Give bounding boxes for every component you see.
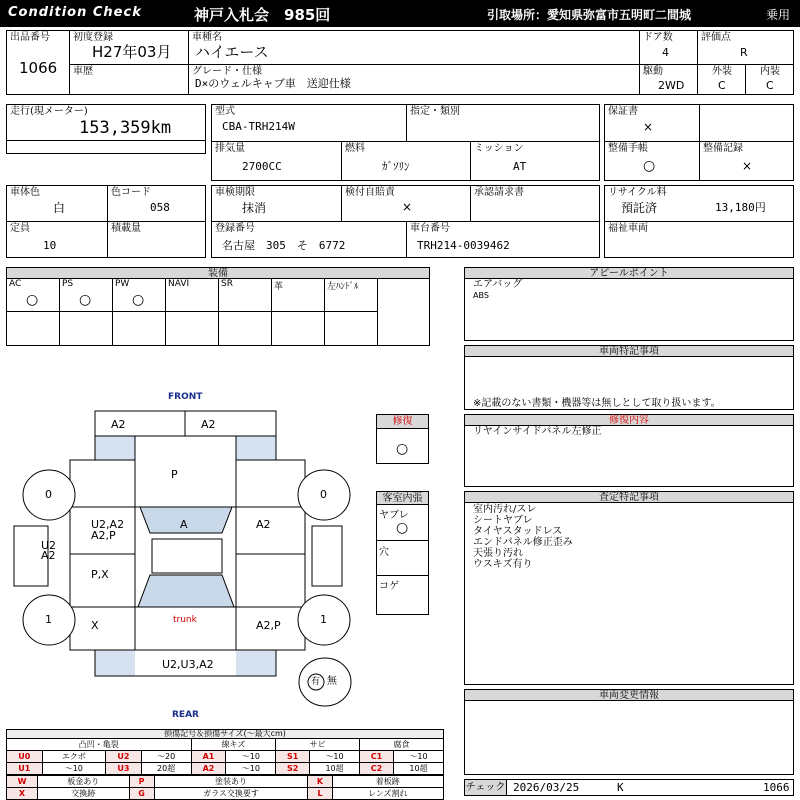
maintenance-record-label: 整備記録 [703, 143, 743, 154]
equipment-empty-cell [272, 312, 325, 345]
repair-content-text: リヤインサイドパネル左修正 [473, 426, 602, 437]
repair-value: ○ [396, 441, 409, 457]
change-info-title: 車両変更情報 [465, 690, 793, 701]
legend-cell: ～10 [226, 763, 276, 775]
equipment-item [7, 279, 60, 312]
maintenance-manual: ○ [643, 158, 656, 174]
repair-title: 修復 [377, 415, 428, 429]
car-diagram-lines [0, 380, 376, 725]
equipment-label: AC [9, 279, 22, 289]
check-label: チェック [465, 782, 506, 793]
legend-cell: ～10 [226, 751, 276, 763]
recycle-label: リサイクル料 [608, 187, 667, 198]
maintenance-manual-cell [604, 141, 700, 181]
damage-front-right: A2 [201, 418, 216, 431]
assessment-title: 査定特記事項 [465, 492, 793, 503]
legend-cell: L [308, 788, 332, 800]
score-label: 評価点 [701, 32, 731, 43]
legend-cell: 塗装あり [154, 776, 308, 788]
equipment-empty-cell [60, 312, 113, 345]
maintenance-record: × [742, 159, 753, 173]
appeal-panel [464, 267, 794, 341]
mileage-label: 走行(現メーター) [10, 106, 88, 117]
vehicle-name-cell [188, 30, 640, 65]
model-label: 型式 [215, 106, 235, 117]
equipment-label: PW [115, 279, 130, 289]
damage-quarter-rear-right: A2,P [256, 619, 281, 632]
appeal-title: アピールポイント [465, 268, 793, 279]
insurance-cell [341, 185, 471, 222]
warranty-cell [604, 104, 794, 142]
equipment-value: ○ [26, 292, 39, 308]
exterior-grade: C [718, 79, 726, 92]
inspection-cell [211, 185, 342, 222]
repair-content-title: 修復内容 [465, 415, 793, 426]
check-date: 2026/03/25 [513, 781, 580, 794]
lot-number-label: 出品番号 [10, 32, 50, 43]
doors-label: ドア数 [643, 32, 673, 43]
legend-cell: S1 [276, 751, 310, 763]
first-registration: H27年03月 [92, 43, 172, 61]
mission-label: ミッション [474, 143, 524, 154]
tire-front-right: 0 [320, 488, 327, 501]
equipment-empty-cell [7, 312, 60, 345]
header-bar [0, 0, 800, 27]
legend-cell: U1 [7, 763, 43, 775]
maintenance-record-cell [699, 141, 794, 181]
legend-cell: A1 [191, 751, 226, 763]
legend-cell: ～10 [42, 763, 106, 775]
pickup-location: 引取場所：愛知県弥富市五明町二間城 [487, 8, 692, 22]
score-cell [697, 30, 794, 65]
tire-front-left: 0 [45, 488, 52, 501]
drive: 2WD [658, 79, 685, 92]
designation-label: 指定・類別 [410, 106, 460, 117]
assessment-line: 天張り汚れ [473, 548, 523, 559]
chassis-number: TRH214-0039462 [417, 239, 510, 252]
equipment-table [6, 267, 430, 346]
grade-label: グレード・仕様 [192, 66, 262, 77]
legend-cell: X [7, 788, 38, 800]
legend-cell: 10超 [394, 763, 444, 775]
special-notes-panel [464, 345, 794, 410]
assessment-panel [464, 491, 794, 685]
recycle-cell [604, 185, 794, 222]
plate-cell [211, 221, 407, 258]
vehicle-type: 乗用 [766, 8, 791, 22]
vehicle-name-label: 車種名 [192, 32, 222, 43]
interior-cell [745, 64, 794, 95]
car-diagram [0, 380, 376, 725]
mileage: 153,359km [79, 118, 172, 138]
legend-cell: 10超 [310, 763, 360, 775]
damage-side-left-2: A2 [41, 549, 56, 562]
legend-cell: G [129, 788, 154, 800]
model-code: CBA-TRH214W [222, 120, 295, 133]
front-label: FRONT [168, 392, 203, 402]
color-code: 058 [150, 201, 170, 214]
body-color-cell [6, 185, 108, 222]
fuel-cell [341, 141, 471, 181]
legend-group: 線キズ [191, 739, 276, 751]
damage-rear-bumper: U2,U3,A2 [162, 658, 214, 671]
repair-box [376, 414, 429, 464]
legend-cell: A2 [191, 763, 226, 775]
welfare-cell [604, 221, 794, 258]
legend-cell: P [129, 776, 154, 788]
history-label: 車歴 [73, 66, 93, 77]
capacity-cell [6, 221, 108, 258]
legend-cell: K [308, 776, 332, 788]
legend-cell: U3 [106, 763, 142, 775]
displacement: 2700CC [242, 160, 282, 173]
interior-trim-box [376, 491, 429, 615]
spare-tire-none: 無 [327, 676, 337, 687]
load-cell [107, 221, 206, 258]
load-label: 積載量 [111, 223, 141, 234]
legend-cell: S2 [276, 763, 310, 775]
tire-rear-right: 1 [320, 613, 327, 626]
assessment-line: 室内汚れ/スレ [473, 504, 537, 515]
insurance-label: 検付自賠責 [345, 187, 395, 198]
equipment-empty-cell [113, 312, 166, 345]
legend-group: 凸凹・亀裂 [7, 739, 192, 751]
auction-name: 神戸入札会 985回 [194, 6, 331, 24]
grade: D×のウェルキャブ車 送迎仕様 [195, 77, 351, 90]
legend-group: 腐食 [360, 739, 444, 751]
mission: AT [513, 160, 527, 173]
welfare-label: 福祉車両 [608, 223, 648, 234]
drive-cell [639, 64, 698, 95]
legend-group: サビ [276, 739, 360, 751]
inspection: 抹消 [242, 201, 267, 215]
appeal-line: ABS [473, 291, 489, 300]
lot-number-cell [6, 30, 70, 95]
appeal-line: エアバッグ [473, 279, 523, 290]
plate-label: 登録番号 [215, 223, 255, 234]
warranty: × [643, 120, 654, 134]
equipment-item [219, 279, 272, 312]
first-registration-cell [69, 30, 189, 65]
equipment-label: NAVI [168, 279, 190, 289]
mileage-cell [6, 104, 206, 154]
equipment-item [113, 279, 166, 312]
recycle-status: 預託済 [621, 201, 658, 215]
legend-title: 損傷記号＆損傷サイズ(～最大cm) [6, 729, 444, 738]
model-cell [211, 104, 407, 142]
legend-cell: エクボ [42, 751, 106, 763]
assessment-line: ウスキズ有り [473, 559, 533, 570]
special-notes-disclaimer: ※記載のない書類・機器等は無しとして取り扱います。 [473, 398, 721, 409]
displacement-label: 排気量 [215, 143, 245, 154]
interior-tear: ○ [396, 520, 409, 536]
check-number: 1066 [763, 781, 790, 794]
legend-cell: C1 [360, 751, 394, 763]
equipment-item [166, 279, 219, 312]
legend-cell: 20超 [141, 763, 191, 775]
body-color-label: 車体色 [10, 187, 40, 198]
damage-door-front-left: U2,A2 [91, 518, 125, 531]
repair-content-panel [464, 414, 794, 487]
tire-rear-left: 1 [45, 613, 52, 626]
check-code: K [617, 781, 624, 794]
damage-quarter-rear-left: X [91, 619, 99, 632]
equipment-label: SR [221, 279, 233, 289]
capacity-label: 定員 [10, 223, 30, 234]
assessment-line: エンドパネル修正歪み [473, 537, 573, 548]
legend-cell: ～20 [141, 751, 191, 763]
equipment-title: 装備 [7, 268, 429, 279]
plate-number: 名古屋 305 そ 6772 [222, 239, 346, 252]
doors: 4 [662, 46, 669, 59]
history-cell [69, 64, 189, 95]
equipment-label: 左ﾊﾝﾄﾞﾙ [327, 282, 359, 292]
change-info-panel [464, 689, 794, 775]
interior-hole-label: 穴 [379, 547, 389, 558]
color-code-cell [107, 185, 206, 222]
spare-tire-present: 有 [311, 677, 321, 687]
legend-cell: C2 [360, 763, 394, 775]
doors-cell [639, 30, 698, 65]
legend-cell: 板金あり [37, 776, 129, 788]
grade-cell [188, 64, 640, 95]
legend-cell: ～10 [394, 751, 444, 763]
check-footer [464, 779, 794, 796]
color-code-label: 色コード [111, 187, 151, 198]
score: R [740, 46, 748, 59]
exterior-label: 外装 [712, 66, 732, 77]
inspection-label: 車検期限 [215, 187, 255, 198]
damage-door-front-left-2: A2,P [91, 529, 116, 542]
capacity: 10 [43, 239, 57, 252]
body-color: 白 [53, 201, 66, 215]
vehicle-name: ハイエース [195, 43, 269, 61]
equipment-value: ○ [79, 292, 92, 308]
lot-number: 1066 [19, 59, 58, 77]
damage-side-left: U2 [41, 539, 57, 552]
approval-cell [470, 185, 600, 222]
equipment-value: ○ [132, 292, 145, 308]
damage-windshield: A [180, 518, 188, 531]
damage-front-left: A2 [111, 418, 126, 431]
damage-hood: P [171, 468, 178, 481]
interior-label: 内装 [760, 66, 780, 77]
assessment-line: シートヤブレ [473, 515, 533, 526]
drive-label: 駆動 [643, 66, 663, 77]
displacement-cell [211, 141, 342, 181]
equipment-item [272, 279, 325, 312]
legend-cell: ガラス交換要す [154, 788, 308, 800]
damage-door-rear-left: P,X [91, 568, 109, 581]
legend-cell: U0 [7, 751, 43, 763]
interior-trim-title: 客室内張 [377, 492, 428, 505]
equipment-item [325, 279, 378, 312]
insurance: × [402, 200, 413, 214]
mission-cell [470, 141, 600, 181]
approval-label: 承認請求書 [474, 187, 524, 198]
legend-cell: W [7, 776, 38, 788]
warranty-label: 保証書 [608, 106, 638, 117]
legend-cell: U2 [106, 751, 142, 763]
fuel: ｶﾞｿﾘﾝ [382, 160, 410, 173]
equipment-empty-cell [219, 312, 272, 345]
assessment-line: タイヤスタッドレス [473, 526, 563, 537]
legend-cell: 交換跡 [37, 788, 129, 800]
trunk-label: trunk [173, 615, 197, 625]
first-registration-label: 初度登録 [73, 32, 113, 43]
special-notes-title: 車両特記事項 [465, 346, 793, 357]
recycle-amount: 13,180円 [715, 201, 766, 214]
interior-tear-label: ヤブレ [379, 510, 409, 521]
damage-door-front-right: A2 [256, 518, 271, 531]
legend-cell: ～10 [310, 751, 360, 763]
rear-label: REAR [172, 710, 199, 720]
legend-cell: 着板跡 [332, 776, 443, 788]
fuel-label: 燃料 [345, 143, 365, 154]
chassis-cell [406, 221, 600, 258]
chassis-label: 車台番号 [410, 223, 450, 234]
interior-burn-label: コゲ [379, 581, 399, 592]
equipment-label: PS [62, 279, 74, 289]
equipment-empty-cell [325, 312, 378, 345]
legend-table-codes [6, 775, 444, 800]
equipment-item [60, 279, 113, 312]
equipment-label: 革 [274, 282, 284, 292]
equipment-empty-cell [166, 312, 219, 345]
maintenance-manual-label: 整備手帳 [608, 143, 648, 154]
header-title: Condition Check [8, 5, 142, 20]
designation-cell [406, 104, 600, 142]
legend-cell: レンズ割れ [332, 788, 443, 800]
legend-table [6, 738, 444, 775]
interior-grade: C [766, 79, 774, 92]
exterior-cell [697, 64, 746, 95]
